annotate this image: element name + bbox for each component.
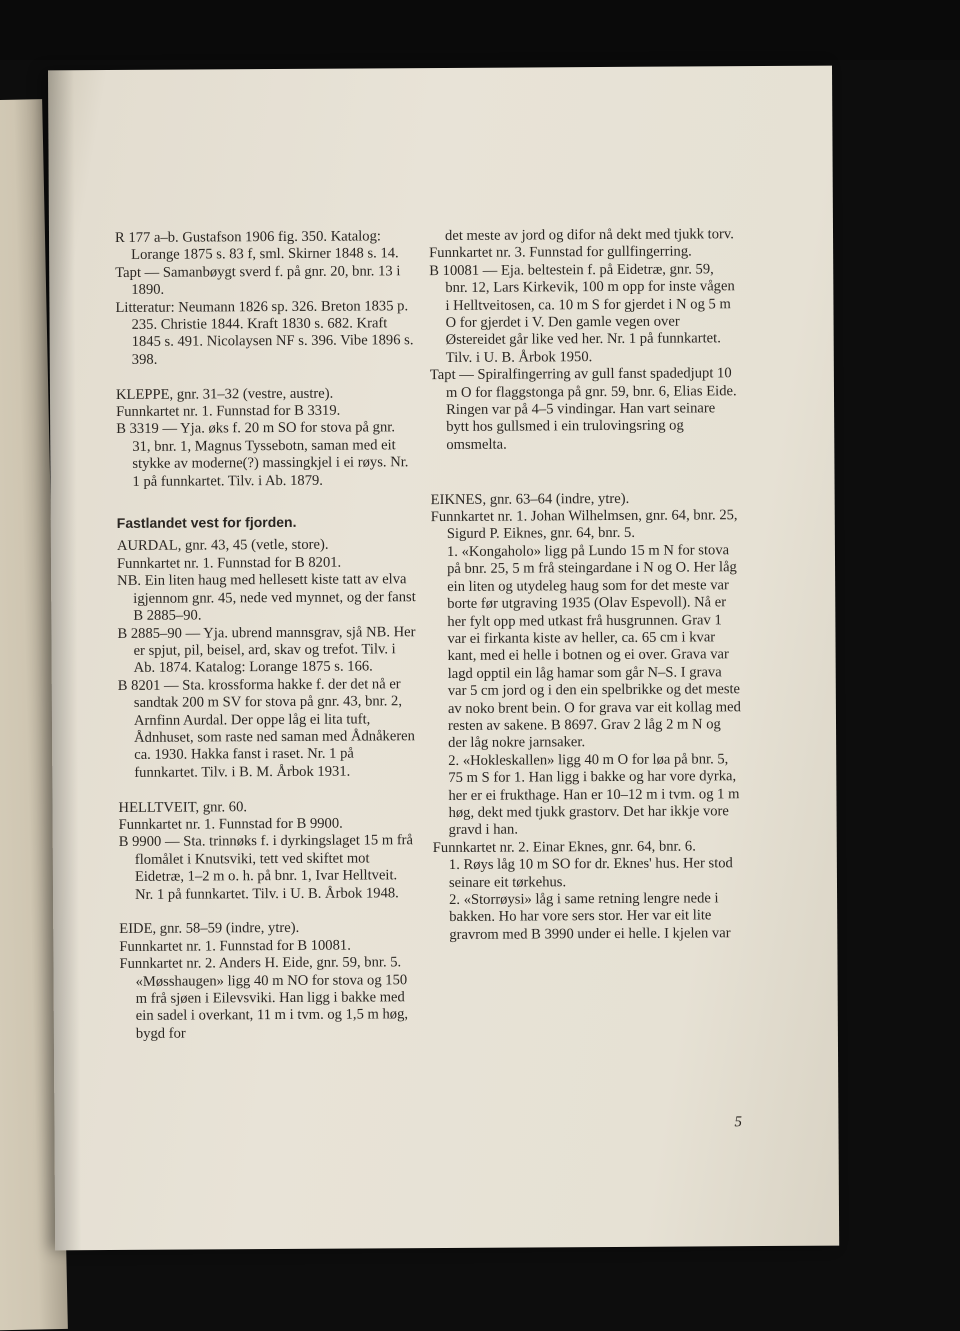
text-paragraph: Tapt — Samanbøygt sverd f. på gnr. 20, bnr. 13 i 1890. <box>115 263 401 299</box>
table-surface <box>0 0 960 60</box>
text-paragraph: EIKNES, gnr. 63–64 (indre, ytre). <box>430 490 630 508</box>
text-paragraph: B 2885–90 — Yja. ubrend mannsgrav, sjå NB. Her er spjut, pil, beisel, ard, skav og trefot. Tilv. i Ab. 1874. Katalog: Lorange 1875 s. 166. <box>117 623 416 677</box>
section-heading: Fastlandet vest for fjorden. <box>116 513 297 532</box>
spacer <box>117 489 417 511</box>
spacer <box>119 902 419 921</box>
text-paragraph: Funnkartet nr. 1. Johan Wilhelmsen, gnr. 64, bnr. 25, Sigurd P. Eiknes, gnr. 64, bnr. 5. <box>430 507 738 543</box>
text-paragraph: HELLTVEIT, gnr. 60. <box>118 798 248 816</box>
text-paragraph: B 8201 — Sta. krossforma hakke f. der det nå er sandtak 200 m SV for stova på gnr. 43, bnr. 2, Arnfinn Aurdal. Der oppe låg ei lita tuft, Ådnhuset, som raste ned saman med Ådnåkeren ca. 1930. Hakka fanst i raset. Nr. 1 på funnkartet. Tilv. i B. M. Årbok 1931. <box>117 675 415 781</box>
text-paragraph: Litteratur: Neumann 1826 sp. 326. Breton 1835 p. 235. Christie 1844. Kraft 1830 s. 682. Kraft 1845 s. 491. Nicolaysen NF s. 396. Vibe 1896 s. 398. <box>115 297 414 368</box>
text-paragraph: 2. «Hokleskallen» ligg 40 m O for løa på bnr. 5, 75 m S for 1. Han ligg i bakke og har vore dyrka, her er ei frukthage. Han er 10–12 m i tvm. og 1 m høg, dekt med tjukk grastorv. Det har ikkje vore gravd i han. <box>448 751 740 839</box>
text-paragraph: 1. Røys låg 10 m SO for dr. Eknes' hus. Her stod seinare eit tørkehus. <box>448 855 733 891</box>
text-paragraph: Funnkartet nr. 2. Anders H. Eide, gnr. 59, bnr. 5. <box>119 954 402 973</box>
text-paragraph: NB. Ein liten haug med hellesett kiste tatt av elva igjennom gnr. 45, nede ved mynnet, og der fanst B 2885–90. <box>117 571 416 624</box>
spacer <box>116 367 416 386</box>
book-page <box>48 66 839 1251</box>
text-paragraph: EIDE, gnr. 58–59 (indre, ytre). <box>119 920 300 938</box>
text-paragraph: Tapt — Spiralfingerring av gull fanst spadedjupt 10 m O for flaggstonga på gnr. 59, bnr. 6, Elias Eide. Ringen var på 4–5 vindingar. Han vart seinare bytt hos gullsmed i ein trulovingsring og omsmelta. <box>429 365 737 453</box>
spacer <box>430 452 740 474</box>
text-paragraph: Funnkartet nr. 2. Einar Eknes, gnr. 64, bnr. 6. <box>432 838 696 856</box>
text-paragraph: 1. «Kongaholo» ligg på Lundo 15 m N for stova på bnr. 25, 5 m frå steingardane i N og O. Her låg ein liten og utydeleg haug som for det meste var borte før utgraving 1935 (Olav Espevoll). Nå er her fylt opp med utkast frå husgrunnen. Grav 1 var ei firkanta kiste av heller, ca. 65 cm i kvar kant, med ei helle i botnen og ei over. Grava var lagd opptil ein låg hamar som går N–S. I grava var 5 cm jord og i den ein spelbrikke og det meste av noko brent bein. O for grava var eit kollag med resten av sakene. B 8697. Grav 2 låg 2 m N og der låg nokre jarnsaker. <box>446 542 741 752</box>
text-paragraph: B 3319 — Yja. øks f. 20 m SO for stova på gnr. 31, bnr. 1, Magnus Tyssebotn, saman med eit stykke av moderne(?) massingkjel i ei røys. Nr. 1 på funnkartet. Tilv. i Ab. 1879. <box>116 419 409 490</box>
text-paragraph: Funnkartet nr. 3. Funnstad for gullfingerring. <box>429 243 692 262</box>
text-paragraph: Funnkartet nr. 1. Funnstad for B 8201. <box>116 554 342 572</box>
text-paragraph: R 177 a–b. Gustafson 1906 fig. 350. Katalog: Lorange 1875 s. 83 f, sml. Skirner 1848 s. 14. <box>114 228 399 264</box>
text-paragraph: Funnkartet nr. 1. Funnstad for B 3319. <box>116 402 341 421</box>
text-paragraph: Funnkartet nr. 1. Funnstad for B 10081. <box>119 937 351 955</box>
left-text-column <box>115 228 420 1043</box>
text-paragraph: Funnkartet nr. 1. Funnstad for B 9900. <box>118 815 343 833</box>
text-paragraph: AURDAL, gnr. 43, 45 (vetle, store). <box>116 537 329 555</box>
right-text-column <box>429 226 743 944</box>
text-paragraph: B 10081 — Eja. beltestein f. på Eidetræ, gnr. 59, bnr. 12, Lars Kirkevik, 100 m opp for inste vågen i Helltveitosen, ca. 10 m S for gjerdet i N og 5 m O for gjerdet i V. Den gamle vegen over Østereidet går like ved her. Nr. 1 på funnkartet. Tilv. i U. B. Årbok 1950. <box>429 261 735 366</box>
text-paragraph: «Møsshaugen» ligg 40 m NO for stova og 150 m frå sjøen i Eilevsviki. Han ligg i bakke med ein sadel i overkant, 11 m i tvm. og 1,5 m høg, bygd for <box>135 971 409 1042</box>
text-paragraph: B 9900 — Sta. trinnøks f. i dyrkingslaget 15 m frå flomålet i Knutsviki, tett ved skiftet mot Eidetræ, 1–2 m o. h. på bnr. 1, Ivar Helltveit. Nr. 1 på funnkartet. Tilv. i U. B. Årbok 1948. <box>118 832 414 903</box>
spacer <box>118 780 418 799</box>
text-paragraph: KLEPPE, gnr. 31–32 (vestre, austre). <box>115 385 334 403</box>
page-number: 5 <box>734 1114 742 1131</box>
text-paragraph: 2. «Storrøysi» låg i same retning lengre nede i bakken. Ho har vore sers stor. Her var eit lite gravrom med B 3990 under ei helle. I kjelen var <box>449 890 731 943</box>
spacer <box>430 472 740 491</box>
text-paragraph: det meste av jord og difor nå dekt med tjukk torv. <box>444 226 734 244</box>
